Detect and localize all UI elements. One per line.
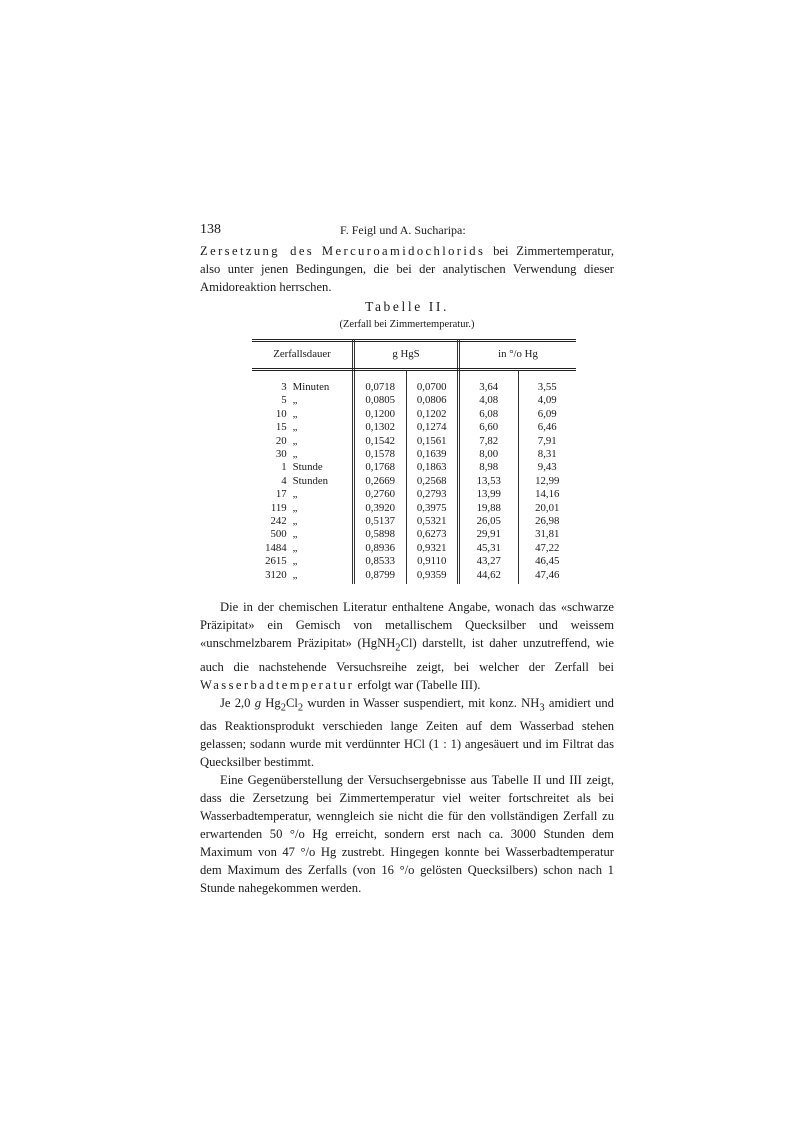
cell-percent-2: 9,43 bbox=[537, 461, 557, 474]
cell-duration-unit: „ bbox=[287, 542, 354, 555]
cell-hgs-2: 0,1561 bbox=[406, 435, 459, 448]
cell-duration-number: 3 bbox=[281, 381, 287, 393]
cell-hgs-2: 0,3975 bbox=[406, 502, 459, 515]
cell-percent-1: 7,82 bbox=[459, 435, 519, 448]
page-header bbox=[200, 222, 614, 242]
cell-percent-2: 47,46 bbox=[535, 568, 560, 581]
cell-duration-unit: „ bbox=[287, 394, 354, 407]
cell-hgs-1: 0,1768 bbox=[354, 461, 407, 474]
cell-hgs-1: 0,2760 bbox=[354, 488, 407, 501]
cell-percent-1: 45,31 bbox=[459, 542, 519, 555]
cell-duration-unit: „ bbox=[287, 435, 354, 448]
cell-percent-2: 31,81 bbox=[535, 528, 560, 541]
page-number: 138 bbox=[200, 222, 221, 237]
cell-percent-1: 6,60 bbox=[459, 421, 519, 434]
cell-percent-2: 14,16 bbox=[535, 488, 560, 501]
table-row bbox=[252, 515, 576, 528]
cell-percent-1: 43,27 bbox=[459, 555, 519, 568]
cell-percent-2: 46,45 bbox=[535, 555, 560, 568]
cell-percent-2: 6,46 bbox=[537, 421, 557, 434]
cell-percent-1: 26,05 bbox=[459, 515, 519, 528]
intro-rest: bei Zimmertemperatur, also unter jenen Bedingungen, die bei der analytischen Verwendung dieser Amidoreaktion herrschen. bbox=[200, 244, 615, 294]
table-row bbox=[252, 555, 576, 568]
cell-percent-2: 20,01 bbox=[535, 501, 560, 514]
cell-duration-number: 10 bbox=[275, 407, 287, 420]
cell-percent-1: 4,08 bbox=[459, 394, 519, 407]
cell-percent-2: 7,91 bbox=[537, 434, 557, 447]
cell-percent-1: 6,08 bbox=[459, 408, 519, 421]
table-row bbox=[252, 528, 576, 541]
cell-hgs-1: 0,0805 bbox=[354, 394, 407, 407]
para3-text-a: Eine Gegenüberstellung der Versuchsergebnisse aus Tabelle II und III zeigt, dass die Zersetzung bei Zimmertemperatur viel weiter fortschreitet als bei Wasserbadtemperatur, wenngleich sie nicht die für den vollständigen Zerfall zu erwartenden 50 bbox=[200, 773, 614, 842]
cell-duration-number: 1484 bbox=[265, 541, 287, 554]
cell-duration-unit: „ bbox=[287, 528, 354, 541]
cell-percent-2: 8,31 bbox=[537, 448, 557, 461]
cell-hgs-2: 0,2568 bbox=[406, 475, 459, 488]
table-row bbox=[252, 421, 576, 434]
para1-spaced: Wasserbadtemperatur bbox=[200, 677, 355, 692]
table-body bbox=[252, 370, 576, 585]
cell-duration-unit: „ bbox=[287, 502, 354, 515]
para2-sub3: 3 bbox=[539, 702, 545, 714]
cell-percent-2: 12,99 bbox=[535, 474, 560, 487]
cell-duration-number: 500 bbox=[270, 528, 287, 541]
cell-percent-2: 47,22 bbox=[535, 541, 560, 554]
table-row bbox=[252, 502, 576, 515]
cell-duration-number: 30 bbox=[275, 448, 287, 461]
para2-sub1: 2 bbox=[280, 702, 286, 714]
cell-duration-number: 17 bbox=[275, 488, 287, 501]
para2-text-d: wurden in Wasser suspendiert, mit konz. NH bbox=[307, 695, 540, 710]
table-row bbox=[252, 475, 576, 488]
para3-text-b: Hg erreicht, sondern erst nach ca. 3000 Stunden dem Maximum von 47 bbox=[200, 827, 614, 860]
cell-percent-1: 44,62 bbox=[459, 569, 519, 584]
para2-text-c: Cl bbox=[285, 695, 298, 710]
cell-hgs-2: 0,9359 bbox=[406, 569, 459, 584]
table-title: Tabelle II. bbox=[365, 299, 449, 314]
cell-hgs-1: 0,5898 bbox=[354, 528, 407, 541]
para3-pct2: °/o bbox=[300, 845, 316, 860]
running-title: F. Feigl und A. Sucharipa: bbox=[340, 223, 466, 237]
table-row bbox=[252, 435, 576, 448]
cell-hgs-1: 0,1200 bbox=[354, 408, 407, 421]
paragraph-1 bbox=[200, 598, 614, 694]
data-table bbox=[252, 339, 576, 584]
cell-hgs-1: 0,2669 bbox=[354, 475, 407, 488]
cell-hgs-2: 0,0806 bbox=[406, 394, 459, 407]
cell-hgs-2: 0,1863 bbox=[406, 461, 459, 474]
para1-text-b: Cl) darstellt, ist daher unzutreffend, wie auch die nachstehende Versuchsreihe zeigt, bei welcher der Zerfall bei bbox=[200, 636, 615, 674]
cell-percent-1: 13,99 bbox=[459, 488, 519, 501]
cell-duration-unit: „ bbox=[287, 569, 354, 584]
cell-percent-1: 13,53 bbox=[459, 475, 519, 488]
cell-duration-number: 5 bbox=[281, 394, 287, 407]
cell-hgs-2: 0,1639 bbox=[406, 448, 459, 461]
cell-duration-number: 20 bbox=[275, 434, 287, 447]
paragraph-3 bbox=[200, 771, 614, 897]
cell-duration-number: 15 bbox=[275, 421, 287, 434]
cell-hgs-1: 0,3920 bbox=[354, 502, 407, 515]
para2-g: g bbox=[254, 695, 262, 710]
cell-hgs-1: 0,5137 bbox=[354, 515, 407, 528]
para1-text-c: erfolgt war (Tabelle III). bbox=[357, 677, 481, 692]
intro-spaced-2: Mercuroamidochlorids bbox=[321, 244, 486, 258]
table-row bbox=[252, 461, 576, 474]
cell-hgs-2: 0,0700 bbox=[406, 370, 459, 395]
cell-duration-unit: Minuten bbox=[287, 370, 354, 395]
cell-percent-1: 8,00 bbox=[459, 448, 519, 461]
cell-percent-2: 3,55 bbox=[537, 381, 557, 393]
cell-percent-1: 3,64 bbox=[459, 370, 519, 395]
para3-text-d: gelösten Quecksilbers) schon nach 1 Stunde nahegekommen werden. bbox=[200, 863, 614, 896]
cell-duration-unit: „ bbox=[287, 555, 354, 568]
cell-hgs-2: 0,5321 bbox=[406, 515, 459, 528]
cell-hgs-2: 0,9110 bbox=[406, 555, 459, 568]
page bbox=[200, 222, 614, 897]
cell-hgs-2: 0,9321 bbox=[406, 542, 459, 555]
cell-hgs-1: 0,1578 bbox=[354, 448, 407, 461]
para1-text-a: Die in der chemischen Literatur enthaltene Angabe, wonach das «schwarze Präzipitat» ein Gemisch von metallischem Quecksilber und weissem «unschmelzbarem Präzipitat» (HgNH bbox=[200, 600, 614, 651]
cell-duration-number: 242 bbox=[270, 515, 287, 528]
table-row bbox=[252, 569, 576, 584]
table-row bbox=[252, 542, 576, 555]
cell-hgs-1: 0,1302 bbox=[354, 421, 407, 434]
cell-duration-unit: „ bbox=[287, 515, 354, 528]
cell-hgs-1: 0,8936 bbox=[354, 542, 407, 555]
cell-hgs-2: 0,2793 bbox=[406, 488, 459, 501]
cell-percent-2: 4,09 bbox=[537, 394, 557, 407]
intro-paragraph bbox=[200, 242, 614, 296]
cell-duration-unit: Stunden bbox=[287, 475, 354, 488]
cell-percent-1: 8,98 bbox=[459, 461, 519, 474]
cell-hgs-2: 0,6273 bbox=[406, 528, 459, 541]
para3-text-c: Hg zustrebt. Hingegen konnte bei Wasserbadtemperatur dem Maximum des Zerfalls (von 16 bbox=[200, 845, 614, 878]
cell-percent-1: 29,91 bbox=[459, 528, 519, 541]
cell-duration-number: 119 bbox=[270, 501, 287, 514]
para2-sub2: 2 bbox=[297, 702, 304, 714]
cell-duration-number: 4 bbox=[281, 474, 287, 487]
cell-duration-number: 2615 bbox=[265, 555, 287, 568]
cell-duration-unit: Stunde bbox=[287, 461, 354, 474]
table-row bbox=[252, 394, 576, 407]
cell-hgs-2: 0,1202 bbox=[406, 408, 459, 421]
cell-duration-unit: „ bbox=[287, 408, 354, 421]
para2-text-e: amidiert und das Reaktionsprodukt verschieden lange Zeiten auf dem Wasserbad stehen gelassen; sodann wurde mit verdünnter HCl (1 : 1) angesäuert und im Filtrat das Quecksilber bestimmt. bbox=[200, 695, 614, 770]
cell-duration-unit: „ bbox=[287, 448, 354, 461]
para3-pct1: °/o bbox=[289, 827, 305, 842]
para1-sub: 2 bbox=[395, 642, 401, 654]
cell-hgs-1: 0,1542 bbox=[354, 435, 407, 448]
table-header-row bbox=[252, 341, 576, 370]
cell-duration-number: 1 bbox=[281, 461, 287, 474]
para2-text-b: Hg bbox=[265, 695, 281, 710]
cell-hgs-1: 0,8799 bbox=[354, 569, 407, 584]
cell-percent-2: 26,98 bbox=[535, 515, 560, 528]
table-row bbox=[252, 488, 576, 501]
cell-percent-1: 19,88 bbox=[459, 502, 519, 515]
intro-spaced-1: Zersetzung des bbox=[200, 244, 315, 258]
cell-duration-unit: „ bbox=[287, 421, 354, 434]
cell-hgs-1: 0,8533 bbox=[354, 555, 407, 568]
cell-percent-2: 6,09 bbox=[537, 407, 557, 420]
para2-text-a: Je 2,0 bbox=[220, 695, 251, 710]
header-percent: in °/o Hg bbox=[459, 341, 577, 370]
table-row bbox=[252, 448, 576, 461]
cell-hgs-1: 0,0718 bbox=[354, 370, 407, 395]
paragraph-2 bbox=[200, 694, 614, 772]
table-subtitle: (Zerfall bei Zimmertemperatur.) bbox=[339, 319, 475, 330]
cell-duration-number: 3120 bbox=[265, 568, 287, 581]
cell-duration-unit: „ bbox=[287, 488, 354, 501]
header-hgs: g HgS bbox=[354, 341, 459, 370]
cell-hgs-2: 0,1274 bbox=[406, 421, 459, 434]
table-row bbox=[252, 370, 576, 395]
table-row bbox=[252, 408, 576, 421]
para3-pct3: °/o bbox=[399, 863, 415, 878]
header-duration: Zerfallsdauer bbox=[252, 341, 354, 370]
